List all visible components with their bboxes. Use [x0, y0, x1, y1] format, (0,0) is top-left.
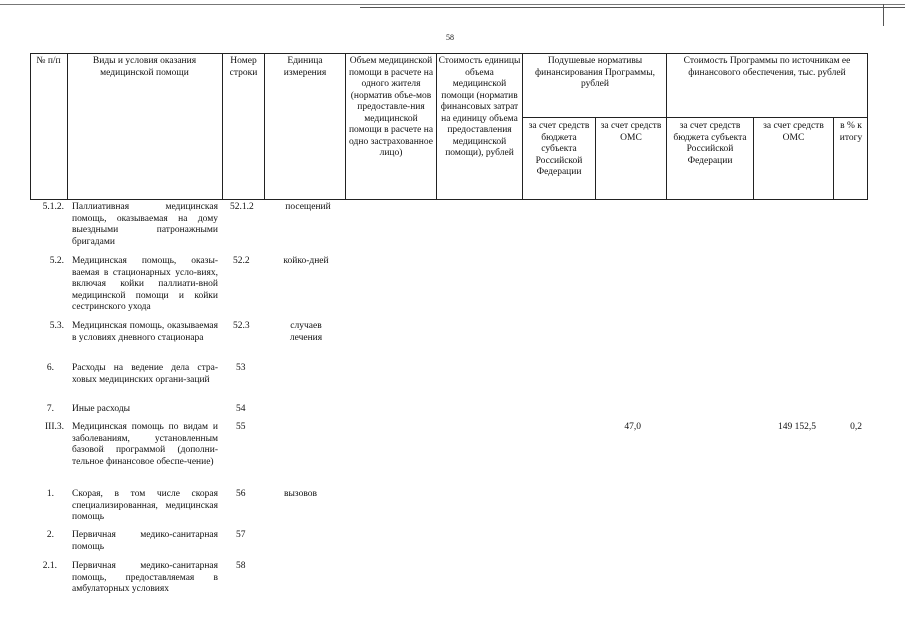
row-name: Первичная медико-санитарная помощь: [72, 530, 218, 552]
header-divider: [595, 117, 596, 200]
row-name: Скорая, в том числе скорая специализированная, медицинская помощь: [72, 489, 218, 522]
header-per-capita-oms: за счет средств ОМС: [600, 121, 662, 143]
row-no: III.3.: [45, 422, 64, 432]
row-line: 54: [236, 404, 246, 414]
row-line: 58: [236, 561, 246, 571]
row-no: 5.1.2.: [42, 202, 64, 212]
top-border-line-inner: [360, 7, 905, 8]
row-no: 2.1.: [42, 561, 57, 571]
row-program-oms: 149 152,5: [778, 422, 816, 432]
row-name: Иные расходы: [72, 404, 131, 414]
header-program-cost: Стоимость Программы по источникам ее финансового обеспечения, тыс. рублей: [683, 56, 851, 78]
page-number: 58: [446, 33, 454, 42]
header-row-number: Номер строки: [229, 56, 258, 78]
row-name: Медицинская помощь по видам и заболеваниям, установленным базовой программой (дополни-тельное финансовое обеспе-чение): [72, 422, 218, 467]
header-divider: [436, 53, 437, 200]
row-no: 7.: [46, 404, 54, 414]
row-no: 5.2.: [49, 256, 64, 266]
header-program-percent: в % к итогу: [839, 121, 863, 143]
row-unit: случаев лечения: [289, 321, 323, 343]
row-unit: посещений: [285, 202, 331, 212]
row-line: 52.3: [233, 321, 250, 331]
header-no: № п/п: [36, 56, 61, 66]
row-line: 57: [236, 530, 246, 540]
row-no: 6.: [46, 363, 54, 373]
row-per-capita-oms: 47,0: [624, 422, 641, 432]
row-unit: койко-дней: [283, 256, 329, 266]
row-name: Медицинская помощь, оказываемая в условиях дневного стационара: [72, 321, 218, 343]
header-program-budget: за счет средств бюджета субъекта Российской Федерации: [673, 121, 747, 166]
row-line: 56: [236, 489, 246, 499]
header-per-capita: Подушевые нормативы финансирования Программы, рублей: [535, 56, 655, 89]
row-no: 5.3.: [49, 321, 64, 331]
header-subdivider: [522, 117, 868, 118]
header-per-capita-budget: за счет средств бюджета субъекта Российской Федерации: [528, 121, 590, 177]
header-divider: [522, 53, 523, 200]
row-program-percent: 0,2: [850, 422, 862, 432]
header-unit: Единица измерения: [283, 56, 327, 78]
row-line: 55: [236, 422, 246, 432]
row-no: 2.: [46, 530, 54, 540]
header-cost-unit: Стоимость единицы объема медицинской помощи (норматив финансовых затрат на единицу объема предоставления медицинской помощи), рублей: [438, 56, 521, 158]
row-unit: вызовов: [284, 489, 317, 499]
row-line: 52.2: [233, 256, 250, 266]
header-divider: [753, 117, 754, 200]
top-border-line: [0, 4, 905, 5]
row-name: Паллиативная медицинская помощь, оказываемая на дому выездными патронажными бригадами: [72, 202, 218, 247]
header-divider: [833, 117, 834, 200]
header-divider: [345, 53, 346, 200]
row-line: 53: [236, 363, 246, 373]
header-divider: [67, 53, 68, 200]
header-divider: [264, 53, 265, 200]
header-volume: Объем медицинской помощи в расчете на одного жителя (норматив объе-мов предоставле-ния медицинской помощи в расчете на одно застрахованное лицо): [348, 56, 434, 158]
corner-mark: [883, 4, 884, 26]
header-types: Виды и условия оказания медицинской помощи: [92, 56, 197, 78]
header-program-oms: за счет средств ОМС: [763, 121, 824, 143]
row-name: Первичная медико-санитарная помощь, предоставляемая в амбулаторных условиях: [72, 561, 218, 594]
row-name: Медицинская помощь, оказы-ваемая в стационарных усло-виях, включая койки паллиати-вной медицинской помощи и койки сестринского ухода: [72, 256, 218, 312]
header-divider: [666, 53, 667, 200]
row-line: 52.1.2: [230, 202, 254, 212]
row-no: 1.: [46, 489, 54, 499]
row-name: Расходы на ведение дела стра-ховых медицинских органи-заций: [72, 363, 218, 385]
